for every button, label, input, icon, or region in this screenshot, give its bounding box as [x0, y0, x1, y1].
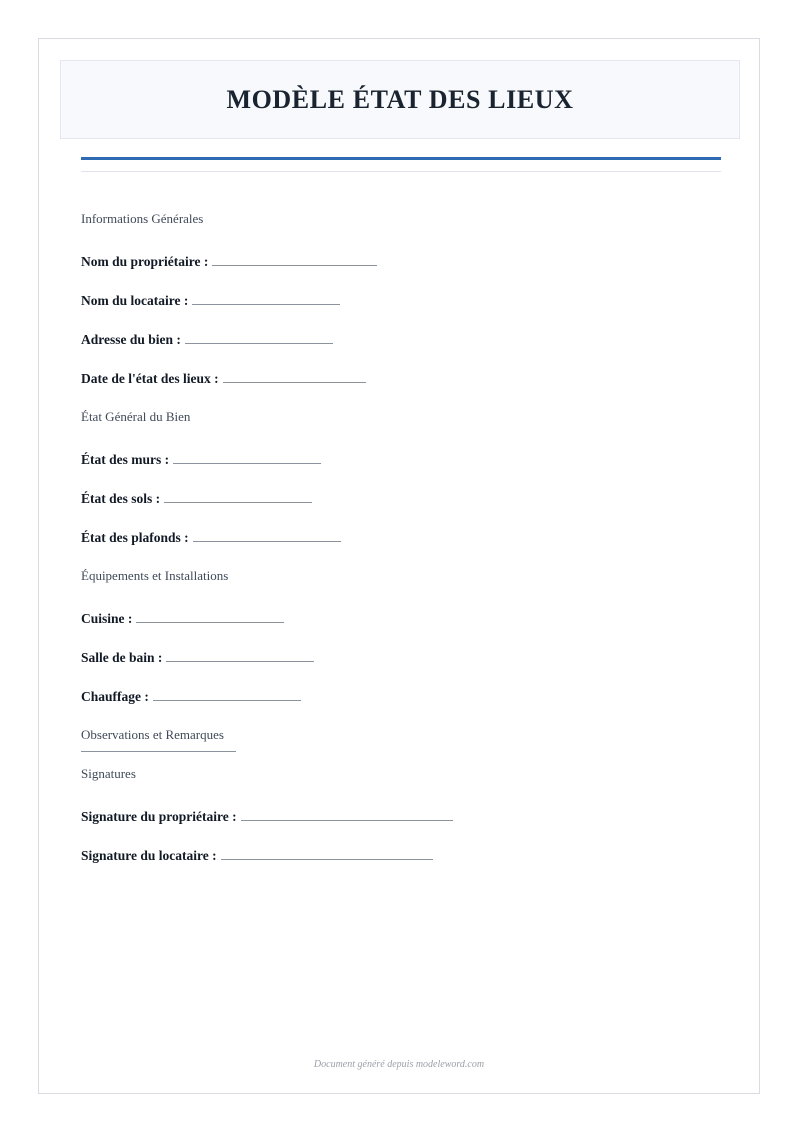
thin-rule	[81, 171, 721, 172]
section-heading-equipment: Équipements et Installations	[81, 568, 229, 583]
page-title: MODÈLE ÉTAT DES LIEUX	[226, 84, 574, 114]
property-address-input[interactable]	[185, 331, 333, 344]
field-walls-condition	[81, 451, 721, 468]
inspection-date-input[interactable]	[223, 370, 366, 383]
bathroom-input[interactable]	[166, 649, 314, 662]
field-tenant-signature	[81, 847, 721, 864]
section-heading-signatures: Signatures	[81, 766, 136, 781]
title-banner	[60, 60, 740, 139]
field-label: État des plafonds :	[81, 530, 189, 545]
heating-input[interactable]	[153, 688, 301, 701]
field-ceilings-condition	[81, 529, 721, 546]
field-label: État des sols :	[81, 491, 161, 506]
document-page	[38, 38, 760, 1094]
field-owner-name	[81, 253, 721, 270]
field-tenant-name	[81, 292, 721, 309]
field-label: Cuisine :	[81, 611, 133, 626]
document-footer: Document généré depuis modeleword.com	[313, 1059, 485, 1070]
field-label: Adresse du bien :	[81, 332, 181, 347]
field-label: Salle de bain :	[81, 650, 163, 665]
tenant-signature-input[interactable]	[221, 847, 433, 860]
owner-signature-input[interactable]	[241, 808, 453, 821]
section-heading-general-condition: État Général du Bien	[81, 409, 191, 424]
field-label: Signature du locataire :	[81, 848, 217, 863]
accent-rule	[81, 157, 721, 160]
observations-input[interactable]	[81, 751, 236, 752]
field-owner-signature	[81, 808, 721, 825]
field-floors-condition	[81, 490, 721, 507]
document-body	[81, 211, 721, 886]
field-label: État des murs :	[81, 452, 170, 467]
walls-condition-input[interactable]	[173, 451, 321, 464]
field-label: Nom du propriétaire :	[81, 254, 209, 269]
section-heading-general-info: Informations Générales	[81, 211, 204, 226]
header-divider	[81, 157, 721, 172]
section-heading-observations: Observations et Remarques	[81, 727, 224, 742]
field-kitchen	[81, 610, 721, 627]
field-inspection-date	[81, 370, 721, 387]
field-label: Signature du propriétaire :	[81, 809, 237, 824]
field-bathroom	[81, 649, 721, 666]
kitchen-input[interactable]	[136, 610, 284, 623]
floors-condition-input[interactable]	[164, 490, 312, 503]
field-property-address	[81, 331, 721, 348]
owner-name-input[interactable]	[212, 253, 377, 266]
field-label: Nom du locataire :	[81, 293, 189, 308]
field-heating	[81, 688, 721, 705]
field-label: Date de l'état des lieux :	[81, 371, 219, 386]
tenant-name-input[interactable]	[192, 292, 340, 305]
ceilings-condition-input[interactable]	[193, 529, 341, 542]
field-label: Chauffage :	[81, 689, 149, 704]
